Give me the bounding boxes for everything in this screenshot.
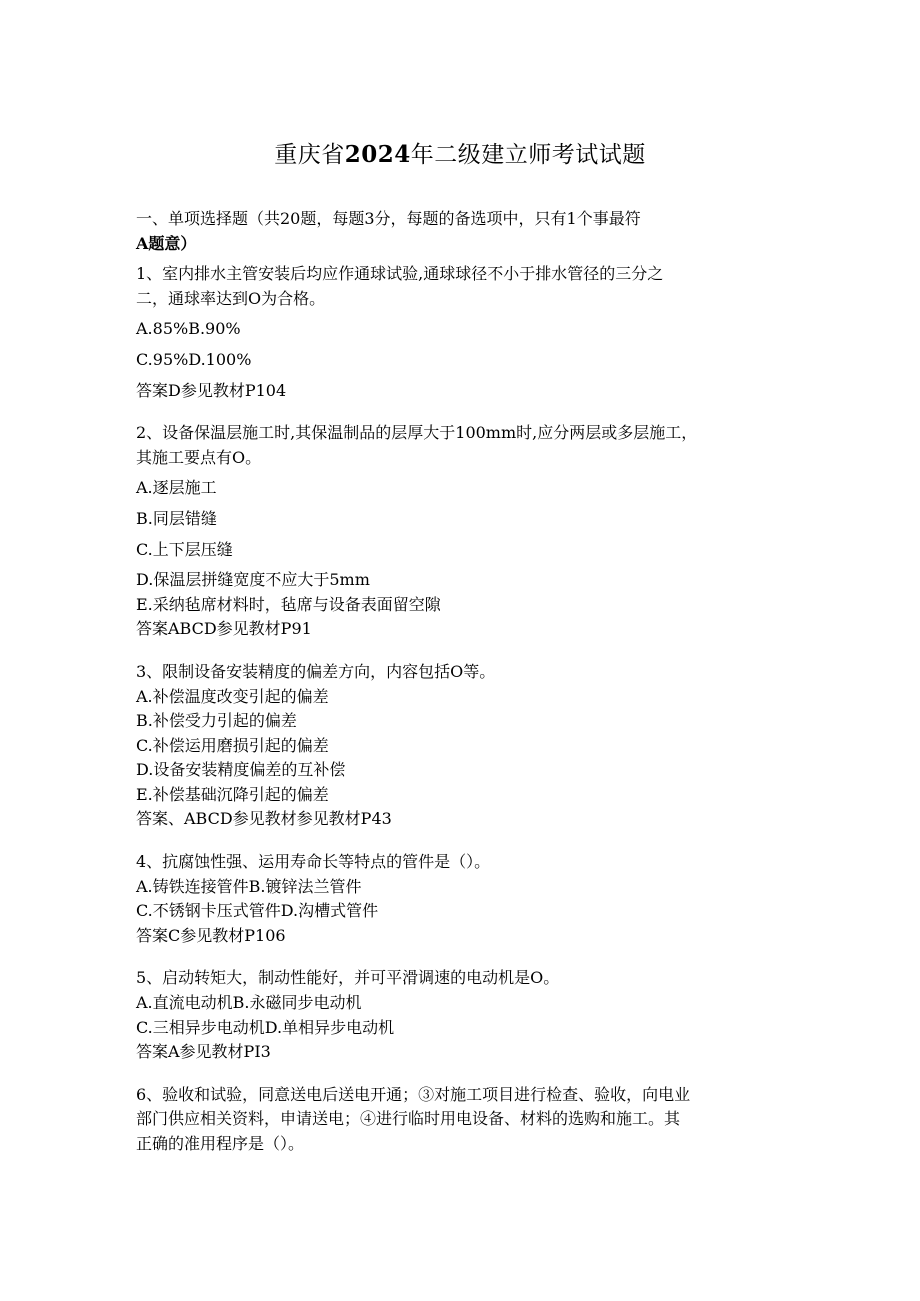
question-2-text-line2: 其施工要点有O。 [136,447,262,467]
question-2-option-a: A.逐层施工 [136,478,217,498]
question-1-options-line1: A.85%B.90% [136,319,241,339]
question-1-text-line1: 1、室内排水主管安装后均应作通球试验,通球球径不小于排水管径的三分之 [136,264,664,284]
page-title [0,138,920,172]
question-3-option-a: A.补偿温度改变引起的偏差 [136,686,329,706]
question-5-options-line2: C.三相异步电动机D.单相异步电动机 [136,1017,395,1037]
question-3-answer: 答案、ABCD参见教材参见教材P43 [136,809,392,829]
question-6 [136,1083,786,1157]
question-3-option-e: E.补偿基础沉降引起的偏差 [136,784,329,804]
question-5-text: 5、启动转矩大，制动性能好，并可平滑调速的电动机是O。 [136,968,560,988]
question-1-text-line2: 二，通球率达到O为合格。 [136,288,326,308]
question-4-answer: 答案C参见教材P106 [136,925,286,945]
question-3-option-b: B.补偿受力引起的偏差 [136,711,297,731]
question-5-answer: 答案A参见教材PI3 [136,1042,271,1062]
question-3-option-c: C.补偿运用磨损引起的偏差 [136,735,329,755]
document-body [136,207,786,1157]
question-5-options-line1: A.直流电动机B.永磁同步电动机 [136,993,362,1013]
question-6-text-line1: 6、验收和试验，同意送电后送电开通；③对施工项目进行检查、验收，向电业 [136,1084,691,1104]
question-3-option-d: D.设备安装精度偏差的互补偿 [136,760,346,780]
question-6-text-line2: 部门供应相关资料，申请送电；④进行临时用电设备、材料的选购和施工。其 [136,1109,681,1129]
question-2-answer: 答案ABCD参见教材P91 [136,619,312,639]
question-6-text-line3: 正确的准用程序是（）。 [136,1134,305,1153]
section-heading-line2: A题意） [136,233,197,253]
question-4-options-line1: A.铸铁连接管件B.镀锌法兰管件 [136,876,362,896]
question-1-options-line2: C.95%D.100% [136,349,252,369]
question-2-option-d: D.保温层拼缝宽度不应大于5mm [136,570,370,590]
question-4-text: 4、抗腐蚀性强、运用寿命长等特点的管件是（）。 [136,852,491,872]
question-2 [136,421,786,642]
question-2-option-e: E.采纳毡席材料时，毡席与设备表面留空隙 [136,594,441,614]
question-5 [136,966,786,1064]
section-heading-line1: 一、单项选择题（共20题，每题3分，每题的备选项中，只有1个事最符 [136,209,641,228]
question-2-option-c: C.上下层压缝 [136,539,233,559]
title-suffix: 年二级建立师考试试题 [410,142,646,168]
question-3 [136,660,786,832]
question-2-option-b: B.同层错缝 [136,508,217,528]
question-4 [136,850,786,948]
title-prefix: 重庆省 [274,142,345,168]
question-2-text-line1: 2、设备保温层施工时,其保温制品的层厚大于100mm时,应分两层或多层施工， [136,423,698,443]
question-4-options-line2: C.不锈钢卡压式管件D.沟槽式管件 [136,901,379,921]
question-1 [136,262,786,403]
title-year: 2024 [344,141,411,168]
question-3-text: 3、限制设备安装精度的偏差方向，内容包括O等。 [136,661,496,681]
question-1-answer: 答案D参见教材P104 [136,380,287,400]
